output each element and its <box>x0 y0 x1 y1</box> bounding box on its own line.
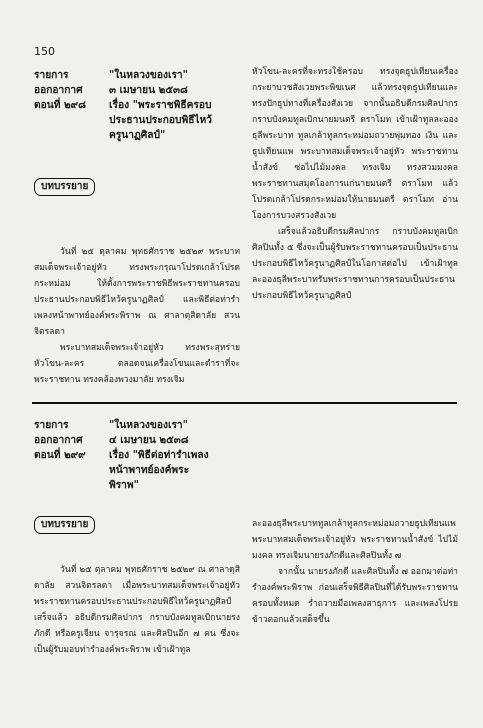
header-value: ประธานประกอบพิธีไหว้ <box>109 115 212 126</box>
section1-right-column <box>252 64 458 384</box>
paragraph: หัวโขน-ละครที่จะทรงใช้ครอบ ทรงจุดธูปเทียนเครื่องกระยาบวชสังเวยพระพิฆเนศ แล้วทรงจุดธูปเทียนและทรงปักธูปทางที่เครื่องสังเวย จากนั้นอธิบดีกรมศิลปากร กราบบังคมทูลเบิกนายมนตรี ตราโมท เข้าเฝ้าทูลละอองธุลีพระบาท ทูลเกล้าทูลกระหม่อมถวายพุ่มทอง เงิน และธูปเทียนแพ พระบาทสมเด็จพระเจ้าอยู่หัว พระราชทานน้ำสังข์ ซ่อไปไม้มงคล ทรงเจิม ทรงสวมมงคล พระราชทานสมุดโองการแก่นายมนตรี ตราโมท แล้วโปรดเกล้าโปรดกระหม่อมให้นายมนตรี ตราโมท อ่านโองการบวงสรวงสังเวย <box>252 67 458 221</box>
header-value: หน้าพาทย์องค์พระ <box>109 465 190 476</box>
header-row <box>34 448 209 463</box>
page-number: 150 <box>34 45 55 58</box>
header-key: ออกอากาศ <box>34 85 83 96</box>
header-value: พิราพ" <box>109 480 139 491</box>
program-header-1 <box>34 68 212 143</box>
header-row <box>34 418 209 433</box>
program-header-2 <box>34 418 209 493</box>
header-key: รายการ <box>34 420 69 431</box>
header-row <box>34 83 212 98</box>
header-row <box>34 113 212 128</box>
header-value: ๓ เมษายน ๒๕๓๘ <box>109 85 188 96</box>
header-key <box>34 463 109 478</box>
header-key: รายการ <box>34 70 69 81</box>
header-value: ๔ เมษายน ๒๕๓๘ <box>109 435 189 446</box>
header-row <box>34 128 212 143</box>
header-value: ครูนาฏศิลป์" <box>109 130 166 141</box>
section-divider <box>32 402 457 404</box>
header-row <box>34 98 212 113</box>
header-key <box>34 128 109 143</box>
section2-right-column <box>252 516 458 696</box>
paragraph: พระบาทสมเด็จพระเจ้าอยู่หัว ทรงพระสุหร่ายหัวโขน-ละคร ตลอดจนเครื่องโขนและดำราที่จะพระราชทาน ทรงคล้องพวงมาลัย ทรงเจิม <box>34 343 240 385</box>
paragraph: ละอองธุลีพระบาททูลเกล้าทูลกระหม่อมถวายธูปเทียนแพ พระบาทสมเด็จพระเจ้าอยู่หัว พระราชทานน้ำสังข์ ไปไม้มงคล ทรงเจิมนายรงภักดีและศิลปินทั้ง ๗ <box>252 519 458 561</box>
paragraph: จากนั้น นายรงภักดี และศิลปินทั้ง ๗ ออกมาต่อท่ารำองค์พระพิราพ ก่อนเสร็จพิธีศิลปินที่ได้รับพระราชทานครอบทั้งหมด ร่ำถวายมือเพลงสาธุการ และเพลงโปรยข้าวตอกแล้วเสด็จขึ้น <box>252 567 458 625</box>
header-key <box>34 113 109 128</box>
narration-badge: บทบรรยาย <box>34 178 95 196</box>
paragraph: วันที่ ๒๕ ตุลาคม พุทธศักราช ๒๕๒๙ ณ ศาลาดุสิดาลัย สวนจิตรลดา เมื่อพระบาทสมเด็จพระเจ้าอยู่หัว พระราชทานครอบประธานประกอบพิธีไหว้ครูนาฏศิลป์เสร็จแล้ว อธิบดีกรมศิลปากร กราบบังคมทูลเบิกนายรงภักดี หรือครูเจียน จารุจรณ และศิลปินอีก ๗ คน ซึ่งจะเป็นผู้รับมอบท่ารำองค์พระพิราพ เข้าเฝ้าทูล <box>34 565 240 655</box>
paragraph: วันที่ ๒๕ ตุลาคม พุทธศักราช ๒๕๒๙ พระบาทสมเด็จพระเจ้าอยู่หัว ทรงพระกรุณาโปรดเกล้าโปรดกระหม่อม ให้ตั้งการพระราชพิธีพระราชทานครอบประธานประกอบพิธีไหว้ครูนาฏศิลป์ และพิธีต่อท่ารำเพลงหน้าพาทย์องค์พระพิราพ ณ ศาลาดุสิดาลัย สวนจิตรลดา <box>34 247 240 337</box>
paragraph: เสร็จแล้วอธิบดีกรมศิลปากร กราบบังคมทูลเบิกศิลปินทั้ง ๕ ซึ่งจะเป็นผู้รับพระราชทานครอบเป็นประธานประกอบพิธีไหว้ครูนาฏศิลป์ในโอกาสต่อไป เข้าเฝ้าทูลละอองธุลีพระบาทรับพระราชทานการครอบเป็นประธานประกอบพิธีไหว้ครูนาฏศิลป์ <box>252 227 458 301</box>
header-key: ตอนที่ ๒๙๘ <box>34 100 86 111</box>
header-key: ออกอากาศ <box>34 435 83 446</box>
header-row <box>34 463 209 478</box>
section2-left-column <box>34 562 240 694</box>
header-row <box>34 68 212 83</box>
header-value: "ในหลวงของเรา" <box>109 70 188 81</box>
header-value: "ในหลวงของเรา" <box>109 420 188 431</box>
header-value: เรื่อง "พระราชพิธีครอบ <box>109 100 212 111</box>
header-row <box>34 433 209 448</box>
header-value: เรื่อง "พิธีต่อท่ารำเพลง <box>109 450 209 461</box>
header-row <box>34 478 209 493</box>
header-key <box>34 478 109 493</box>
header-key: ตอนที่ ๒๙๙ <box>34 450 86 461</box>
section1-left-column <box>34 244 240 396</box>
narration-badge: บทบรรยาย <box>34 516 95 534</box>
